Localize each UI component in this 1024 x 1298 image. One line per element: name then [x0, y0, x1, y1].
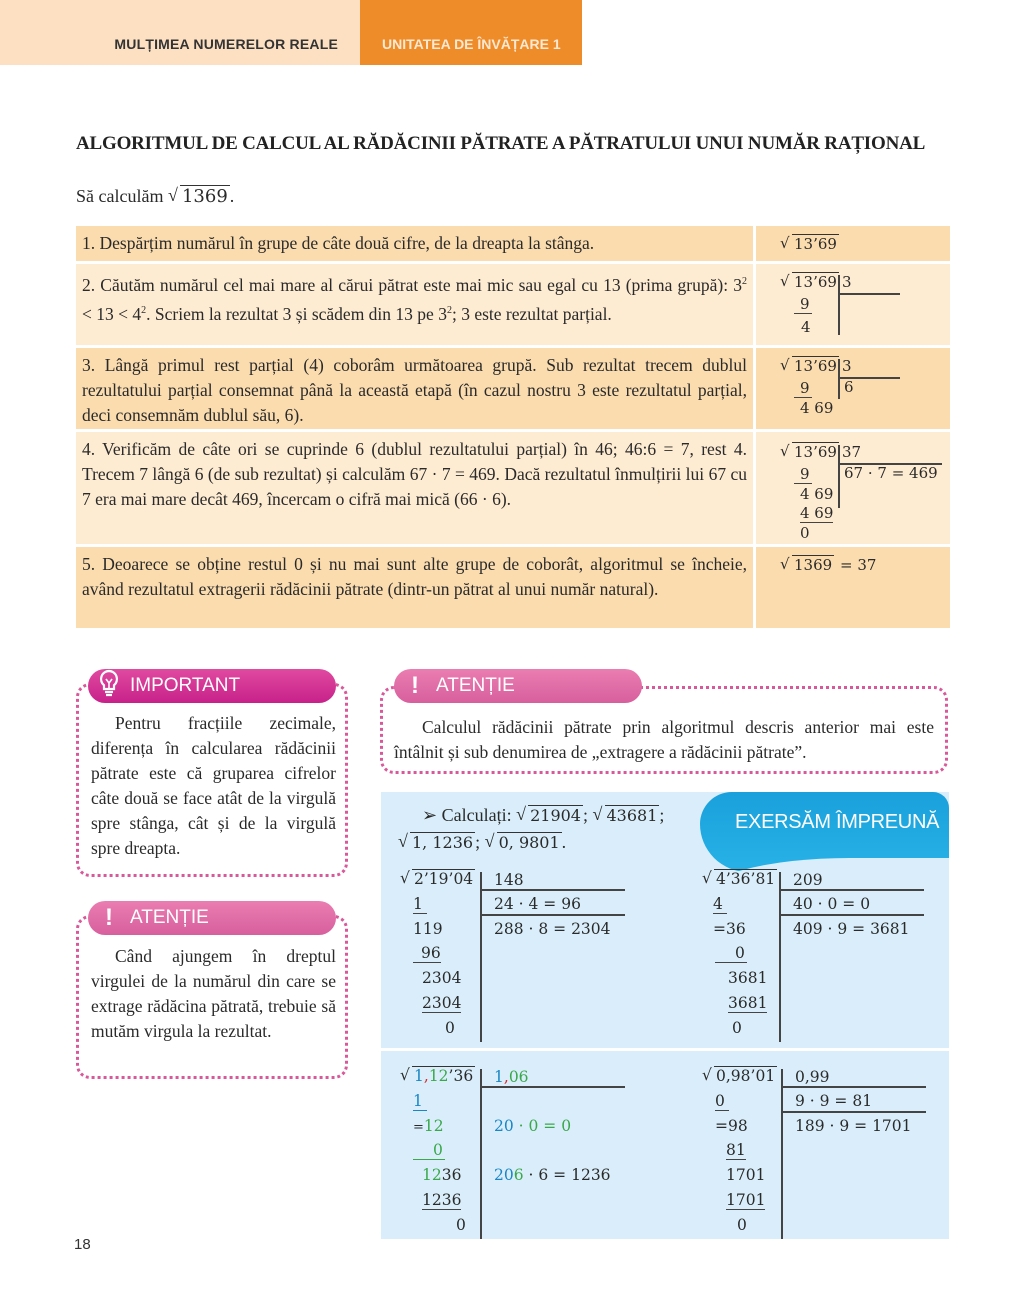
subtrahend: 9	[794, 379, 812, 398]
calc-row: 0	[413, 1141, 445, 1160]
attention-header-top	[394, 669, 642, 703]
calc-row: 0	[737, 1216, 747, 1234]
step-calc	[756, 348, 950, 429]
step-product: 40 · 0 = 0	[793, 895, 871, 913]
sqrt-item	[398, 829, 475, 856]
sqrt-radicand	[780, 273, 839, 291]
step-calc	[756, 264, 950, 345]
superscript: 2	[742, 276, 747, 287]
header-band	[0, 0, 360, 65]
sqrt-1369	[168, 186, 230, 207]
calc-row: 2304	[422, 994, 462, 1012]
text-part: < 13 < 4	[82, 303, 142, 324]
radicand: 13’69	[794, 357, 837, 375]
calc-row: 1	[413, 1092, 427, 1111]
divider-horizontal	[781, 1111, 926, 1113]
sqrt-radicand	[400, 870, 475, 888]
superscript: 2	[446, 304, 452, 316]
calc-row: 1701	[726, 1191, 766, 1209]
exclamation-icon: !	[105, 904, 113, 931]
radicand	[412, 1066, 475, 1085]
radicand: 13’69	[794, 443, 837, 461]
step-product: 288 · 8 = 2304	[494, 920, 611, 938]
result: 209	[793, 871, 823, 889]
double-result: 6	[844, 378, 854, 396]
result-part: 1	[494, 1068, 504, 1086]
step-text: 3. Lângă primul rest parțial (4) coborâm următoarea grupă. Sub rezultat trecem dublul rezultatului parțial consemnat până la această etapă (în cazul nostru 3 este rezultatul parțial, deci consemnăm dublul său, 6).	[76, 348, 756, 429]
step-calc	[756, 547, 950, 628]
superscript: 2	[141, 304, 147, 316]
text-part: . Scriem la rezultat 3 și scădem din 13 pe 3	[146, 303, 447, 324]
calc-row	[413, 1117, 444, 1135]
step-calc	[756, 432, 950, 544]
divider-horizontal	[480, 1086, 625, 1088]
product-part: 6	[513, 1166, 524, 1184]
important-header	[88, 669, 336, 703]
product-part: · 0 = 0	[513, 1117, 572, 1135]
calc-row: 0	[715, 1092, 729, 1111]
divider-horizontal	[480, 889, 625, 891]
remainder: 4	[801, 318, 811, 336]
radicand: 13’69	[794, 235, 837, 253]
divider-vertical	[779, 872, 781, 1042]
step-text: 4. Verificăm de câte ori se cuprinde 6 (dublul rezultatului parțial) în 46; 46:6 = 7, rest 4. Trecem 7 lângă 6 (de sub rezultat) și calculăm 67 · 7 = 469. Dacă rezultatul înmulțirii lui 67 cu 7 era mai mare decât 469, încercam o cifră mai mică (66 · 6).	[76, 432, 756, 544]
step-product: 409 · 9 = 3681	[793, 920, 910, 938]
radicand: 4’36’81	[716, 870, 776, 888]
important-text: Pentru fracțiile zecimale, diferența în calcularea rădăcinii pătrate este că gruparea cifrelor câte două se face atât de la virgulă spre stânga, cât și de la virgulă spre dreapta.	[91, 713, 336, 858]
divider-horizontal	[781, 1086, 926, 1088]
important-label: IMPORTANT	[130, 675, 241, 696]
calc-part: 36	[441, 1166, 462, 1184]
radicand: 1, 1236	[412, 833, 474, 852]
step-row-2	[76, 264, 950, 348]
calc-row: =36	[713, 920, 746, 938]
attention-label: ATENȚIE	[130, 907, 209, 928]
step-product: 189 · 9 = 1701	[795, 1117, 912, 1135]
calc-row: 3681	[728, 994, 768, 1012]
calc-row: 0	[456, 1216, 466, 1234]
radicand: 21904	[530, 806, 581, 825]
radicand: 1369	[794, 556, 833, 574]
attention-text-top: Calculul rădăcinii pătrate prin algoritmul descris anterior mai este întâlnit și sub denumirea de „extragere a rădăcinii pătrate”.	[394, 717, 934, 762]
final-result: = 37	[840, 556, 877, 574]
calc-row: 96	[413, 944, 441, 963]
steps-table	[76, 226, 950, 631]
calc-row: 81	[726, 1141, 746, 1159]
unit-tab-label: UNITATEA DE ÎNVĂȚARE 1	[382, 36, 561, 52]
radicand: 43681	[606, 806, 658, 825]
sqrt-item	[485, 829, 562, 856]
exercise-divider	[381, 1048, 949, 1051]
radicand-part: ’36	[448, 1067, 474, 1085]
step-text	[76, 264, 756, 345]
divider-vertical	[480, 1069, 482, 1239]
intro-text: Să calculăm	[76, 186, 168, 206]
exclamation-icon: !	[411, 672, 419, 699]
calc-part: 12	[423, 1117, 444, 1135]
radicand: 0,98’01	[716, 1067, 776, 1085]
page-number: 18	[74, 1236, 91, 1253]
divider-vertical	[838, 359, 840, 399]
lightbulb-icon	[88, 669, 130, 704]
step-text: 5. Deoarece se obține restul 0 și nu mai sunt alte grupe de coborât, algoritmul se încheie, având rezultatul extragerii rădăcinii pătrate (dintr-un pătrat al unui număr natural).	[76, 547, 756, 628]
attention-header-left	[88, 901, 336, 935]
divider-horizontal	[779, 889, 924, 891]
product-part: · 6 = 1236	[523, 1166, 611, 1184]
divider-vertical	[838, 275, 840, 335]
divider-vertical	[480, 872, 482, 1042]
step-text: 1. Despărțim numărul în grupe de câte două cifre, de la dreapta la stânga.	[76, 226, 756, 261]
calc-row: 0	[715, 944, 747, 963]
step-product	[494, 1117, 571, 1135]
chapter-title: MULȚIMEA NUMERELOR REALE	[114, 36, 338, 52]
product-part: 20	[494, 1117, 514, 1135]
sqrt-radicand	[702, 1067, 777, 1085]
calc-row: 119	[413, 920, 443, 938]
radicand-comma: ,	[423, 1067, 429, 1085]
radicand-part: 1	[414, 1067, 424, 1085]
radicand: 1369	[181, 186, 228, 207]
sqrt-radicand	[780, 357, 839, 375]
sqrt-radicand	[780, 235, 839, 253]
subtrahend: 9	[794, 295, 812, 314]
step-row-4	[76, 432, 950, 547]
result-part: 06	[508, 1068, 529, 1086]
calc-row: 2304	[422, 969, 462, 987]
sqrt-radicand	[780, 443, 839, 461]
step-row-5	[76, 547, 950, 631]
step-product: 24 · 4 = 96	[494, 895, 581, 913]
calc-part: 2	[431, 1166, 442, 1184]
step-row-1	[76, 226, 950, 264]
calc-part: 1	[422, 1166, 432, 1184]
result: 37	[842, 443, 862, 461]
product-part: 20	[494, 1166, 514, 1184]
text-part: 2. Căutăm numărul cel mai mare al cărui pătrat este mai mic sau egal cu 13 (prima grupă): 3	[82, 274, 742, 295]
divider-horizontal	[480, 914, 625, 916]
remainder: 4 69	[800, 399, 834, 417]
calc-row: 1	[413, 895, 427, 914]
sqrt-radicand	[780, 556, 834, 574]
text-part: ; 3 este rezultat parțial.	[451, 303, 612, 324]
result: 148	[494, 871, 524, 889]
divider-horizontal	[838, 293, 900, 295]
partial-remainder: 4 69	[800, 485, 834, 503]
subtrahend-2: 4 69	[800, 504, 834, 522]
step-product: 9 · 9 = 81	[795, 1092, 873, 1110]
result: 0,99	[795, 1068, 830, 1086]
calc-row: 1236	[422, 1191, 462, 1209]
final-remainder: 0	[800, 524, 810, 542]
calc-row	[422, 1166, 461, 1184]
calc-row: 0	[732, 1019, 742, 1037]
calc-row: 0	[445, 1019, 455, 1037]
divider-vertical	[838, 445, 840, 508]
result: 3	[842, 357, 852, 375]
unit-tab	[360, 0, 582, 65]
divider-vertical	[781, 1069, 783, 1239]
equals-sign: =	[413, 1120, 424, 1135]
result: 3	[842, 273, 852, 291]
intro-suffix: .	[229, 186, 235, 206]
step-row-3	[76, 348, 950, 432]
calc-row: 3681	[728, 969, 768, 987]
sqrt-item	[593, 802, 660, 829]
calc-row: 1701	[726, 1166, 766, 1184]
intro-line	[76, 186, 234, 207]
radicand: 0, 9801	[498, 833, 560, 852]
result-comma: ,	[503, 1068, 509, 1086]
radicand: 13’69	[794, 273, 837, 291]
radicand-part: 12	[428, 1067, 449, 1085]
exercise-prompt: ➢ Calculați: √ 21904 ; √ 43681 ; √ 1, 1236 ; √ 0, 9801 .	[398, 802, 664, 856]
sqrt-radicand	[702, 870, 777, 888]
step-calc	[756, 226, 950, 261]
exercise-badge-label: EXERSĂM ÎMPREUNĂ	[735, 811, 940, 833]
product: 67 · 7 = 469	[844, 464, 938, 482]
sqrt-radicand	[400, 1067, 475, 1085]
arrow-bullet-icon: ➢	[422, 805, 438, 825]
attention-label: ATENȚIE	[436, 675, 515, 696]
calc-row: 4	[713, 895, 727, 914]
prompt-label: Calculați:	[441, 805, 512, 825]
page-title: ALGORITMUL DE CALCUL AL RĂDĂCINII PĂTRATE A PĂTRATULUI UNUI NUMĂR RAȚIONAL	[76, 133, 926, 154]
calc-row: =98	[715, 1117, 748, 1135]
radicand: 2’19’04	[414, 870, 474, 888]
result	[494, 1068, 529, 1086]
divider-horizontal	[779, 914, 924, 916]
sqrt-item	[516, 802, 583, 829]
subtrahend: 9	[794, 465, 812, 484]
attention-text-left: Când ajungem în dreptul virgulei de la numărul din care se extrage rădăcina pătrată, trebuie să mutăm virgula la rezultat.	[91, 946, 336, 1041]
step-product	[494, 1166, 611, 1184]
